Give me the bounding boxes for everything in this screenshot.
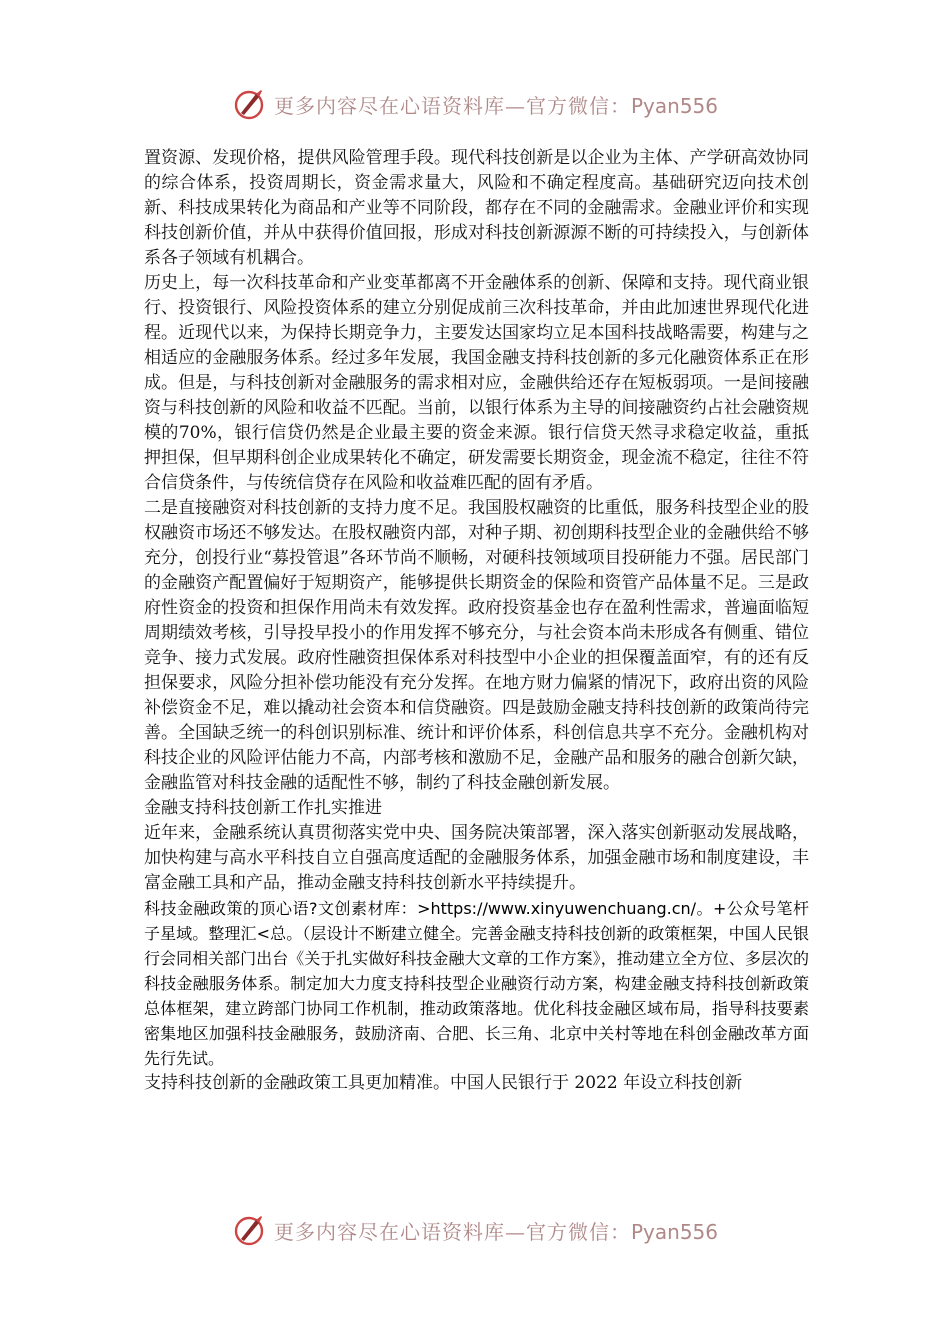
banner-text	[274, 1216, 718, 1245]
banner-text	[274, 90, 718, 119]
wechat-id: Pyan556	[630, 1219, 718, 1244]
paragraph: 近年来，金融系统认真贯彻落实党中央、国务院决策部署，深入落实创新驱动发展战略，加快构建与高水平科技自立自强高度适配的金融服务体系，加强金融市场和制度建设，丰富金融工具和产品，推动金融支持科技创新水平持续提升。	[144, 823, 809, 893]
wechat-id: Pyan556	[630, 93, 718, 118]
paragraph: 历史上，每一次科技革命和产业变革都离不开金融体系的创新、保障和支持。现代商业银行、投资银行、风险投资体系的建立分别促成前三次科技革命，并由此加速世界现代化进程。近现代以来，为保持长期竞争力，主要发达国家均立足本国科技战略需要，构建与之相适应的金融服务体系。经过多年发展，我国金融支持科技创新的多元化融资体系正在形成。但是，与科技创新对金融服务的需求相对应，金融供给还存在短板弱项。一是间接融资与科技创新的风险和收益不匹配。当前，以银行体系为主导的间接融资约占社会融资规模的70%，银行信贷仍然是企业最主要的资金来源。银行信贷天然寻求稳定收益，重抵押担保，但早期科创企业成果转化不确定，研发需要长期资金，现金流不稳定，往往不符合信贷条件，与传统信贷存在风险和收益难匹配的固有矛盾。	[144, 273, 809, 493]
paragraph: 科技金融政策的顶心语?文创素材库：>https://www.xinyuwenchuang.cn/。+公众号笔杆子星域。整理汇<总。（层设计不断建立健全。完善金融支持科技创新的政策框架，中国人民银行会同相关部门出台《关于扎实做好科技金融大文章的工作方案》，推动建立全方位、多层次的科技金融服务体系。制定加大力度支持科技型企业融资行动方案，构建金融支持科技创新政策总体框架，建立跨部门协同工作机制，推动政策落地。优化科技金融区域布局，指导科技要素密集地区加强科技金融服务，鼓励济南、合肥、长三角、北京中关村等地在科创金融改革方面先行先试。	[144, 899, 809, 1068]
footer-banner	[0, 1210, 950, 1250]
banner-slogan: 更多内容尽在心语资料库—官方微信：	[273, 93, 631, 118]
writing-logo-icon	[232, 1213, 266, 1247]
paragraph: 置资源、发现价格，提供风险管理手段。现代科技创新是以企业为主体、产学研高效协同的综合体系，投资周期长，资金需求量大，风险和不确定程度高。基础研究迈向技术创新、科技成果转化为商品和产业等不同阶段，都存在不同的金融需求。金融业评价和实现科技创新价值，并从中获得价值回报，形成对科技创新源源不断的可持续投入，与创新体系各子领域有机耦合。	[144, 148, 809, 268]
section-heading: 金融支持科技创新工作扎实推进	[144, 798, 382, 818]
document-body	[144, 146, 809, 1096]
banner-slogan: 更多内容尽在心语资料库—官方微信：	[273, 1219, 631, 1244]
paragraph: 支持科技创新的金融政策工具更加精准。中国人民银行于 2022 年设立科技创新	[144, 1073, 743, 1093]
writing-logo-icon	[232, 87, 266, 121]
header-banner	[0, 84, 950, 124]
paragraph: 二是直接融资对科技创新的支持力度不足。我国股权融资的比重低，服务科技型企业的股权融资市场还不够发达。在股权融资内部，对种子期、初创期科技型企业的金融供给不够充分，创投行业“募投管退”各环节尚不顺畅，对硬科技领域项目投研能力不强。居民部门的金融资产配置偏好于短期资产，能够提供长期资金的保险和资管产品体量不足。三是政府性资金的投资和担保作用尚未有效发挥。政府投资基金也存在盈利性需求，普遍面临短周期绩效考核，引导投早投小的作用发挥不够充分，与社会资本尚未形成各有侧重、错位竞争、接力式发展。政府性融资担保体系对科技型中小企业的担保覆盖面窄，有的还有反担保要求，风险分担补偿功能没有充分发挥。在地方财力偏紧的情况下，政府出资的风险补偿资金不足，难以撬动社会资本和信贷融资。四是鼓励金融支持科技创新的政策尚待完善。全国缺乏统一的科创识别标准、统计和评价体系，科创信息共享不充分。金融机构对科技企业的风险评估能力不高，内部考核和激励不足，金融产品和服务的融合创新欠缺，金融监管对科技金融的适配性不够，制约了科技金融创新发展。	[144, 498, 809, 793]
